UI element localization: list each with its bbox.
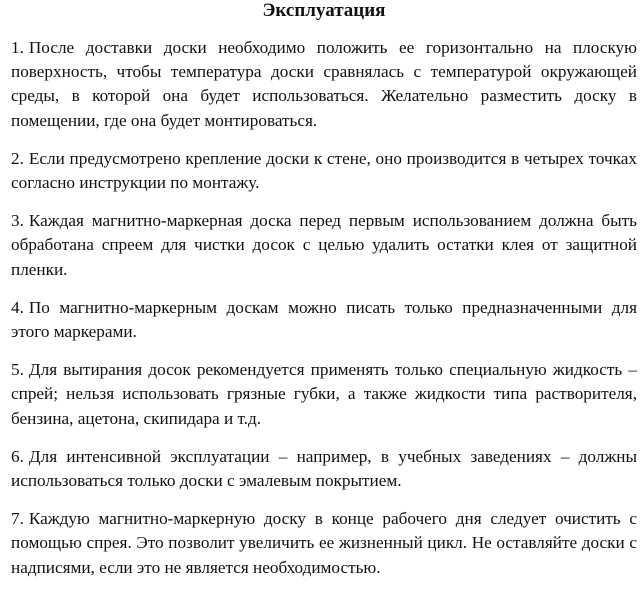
list-item bbox=[11, 358, 637, 431]
item-number: 4. bbox=[11, 297, 24, 317]
item-text: Каждая магнитно-маркерная доска перед первым использованием должна быть обработана спреем для чистки досок с целью удалить остатки клея от защитной пленки. bbox=[11, 211, 637, 279]
item-number: 6. bbox=[11, 446, 24, 466]
document bbox=[11, 0, 637, 594]
page-title: Эксплуатация bbox=[262, 0, 386, 21]
list-item bbox=[11, 147, 637, 195]
list-item bbox=[11, 445, 637, 493]
item-number: 5. bbox=[11, 360, 24, 380]
item-number: 1. bbox=[11, 38, 24, 57]
item-number: 7. bbox=[11, 509, 24, 529]
item-text: Каждую магнитно-маркерную доску в конце рабочего дня следует очистить с помощью спрея. Это позволит увеличить ее жизненный цикл. Не оставляйте доски с надписями, если это не является необходимостью. bbox=[11, 509, 637, 577]
item-text: Для вытирания досок рекомендуется применять только специальную жидкость – спрей; нельзя использовать грязные губки, а также жидкости типа растворителя, бензина, ацетона, скипидара и т.д. bbox=[11, 360, 637, 428]
item-number: 2. bbox=[11, 148, 24, 168]
list-item bbox=[11, 296, 637, 344]
item-text: Для интенсивной эксплуатации – например, в учебных заведениях – должны использоваться только доски с эмалевым покрытием. bbox=[11, 446, 637, 491]
item-number: 3. bbox=[11, 211, 24, 231]
item-text: По магнитно-маркерным доскам можно писать только предназначенными для этого маркерами. bbox=[11, 297, 637, 342]
list-item bbox=[11, 36, 637, 133]
item-text: Если предусмотрено крепление доски к стене, оно производится в четырех точках согласно инструкции по монтажу. bbox=[11, 148, 637, 193]
list-item bbox=[11, 507, 637, 580]
list-item bbox=[11, 209, 637, 282]
item-text: После доставки доски необходимо положить ее горизонтально на плоскую поверхность, чтобы температура доски сравнялась с температурой окружающей среды, в которой она будет использоваться. Желательно разместить доску в помещении, где она будет монтироваться. bbox=[11, 38, 637, 130]
